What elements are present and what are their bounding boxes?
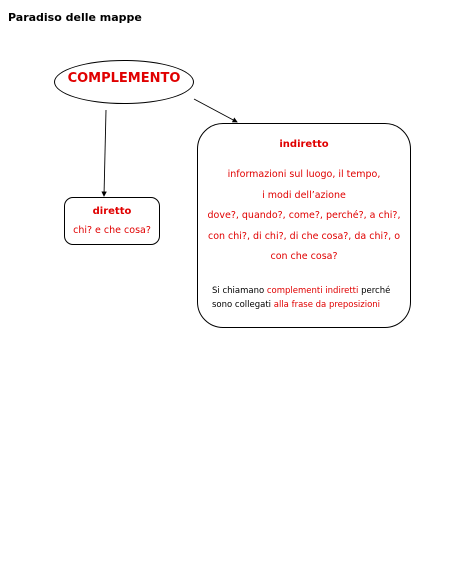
diretto-node bbox=[64, 197, 160, 245]
note-text-3: sono collegati bbox=[212, 300, 274, 310]
note-highlight-2: alla frase da preposizioni bbox=[273, 300, 381, 310]
arrow-to-diretto bbox=[104, 110, 106, 196]
complemento-label: COMPLEMENTO bbox=[67, 70, 181, 86]
indiretto-line-2: i modi dell’azione bbox=[262, 190, 346, 201]
indiretto-line-4: con chi?, di chi?, di che cosa?, da chi?, o bbox=[207, 231, 401, 242]
page-title: Paradiso delle mappe bbox=[8, 11, 142, 24]
note-text-1: Si chiamano bbox=[212, 286, 267, 296]
indiretto-title: indiretto bbox=[279, 139, 329, 150]
indiretto-note bbox=[212, 284, 400, 312]
indiretto-line-1: informazioni sul luogo, il tempo, bbox=[227, 169, 381, 180]
note-text-2: perché bbox=[358, 286, 391, 296]
indiretto-node bbox=[197, 123, 411, 328]
indiretto-line-3: dove?, quando?, come?, perché?, a chi?, bbox=[207, 210, 401, 221]
diretto-title: diretto bbox=[92, 206, 132, 217]
complemento-node bbox=[54, 60, 194, 104]
diretto-text: chi? e che cosa? bbox=[73, 225, 151, 236]
arrow-to-indiretto bbox=[194, 99, 237, 122]
indiretto-line-5: con che cosa? bbox=[270, 251, 338, 262]
note-highlight-1: complementi indiretti bbox=[266, 286, 359, 296]
